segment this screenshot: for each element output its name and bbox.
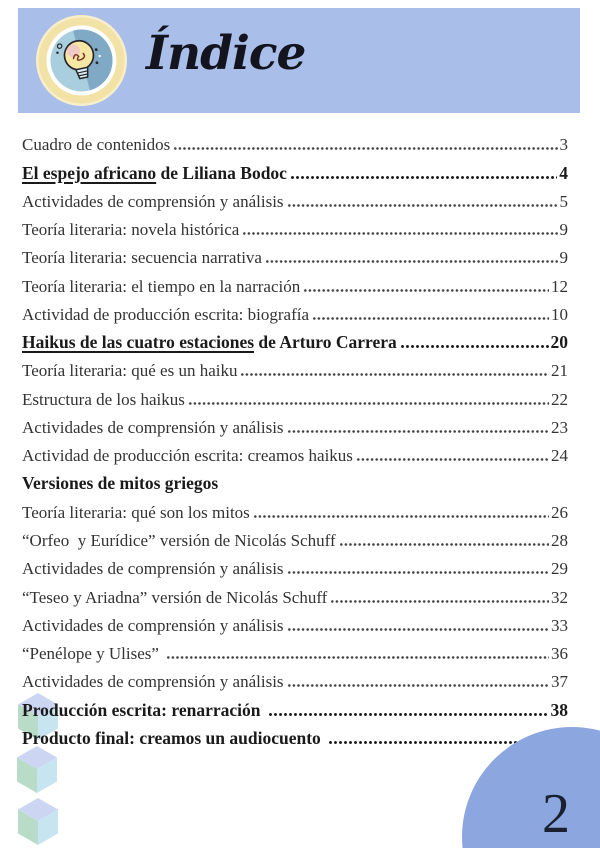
toc-dot-leader [287, 430, 549, 433]
toc-dot-leader [339, 543, 549, 546]
toc-entry-label: Teoría literaria: novela histórica [22, 220, 240, 240]
cube-icon [18, 798, 58, 845]
toc-page-number: 26 [551, 502, 568, 522]
toc-entry [22, 156, 568, 184]
toc-entry-label: Actividades de comprensión y análisis [22, 559, 284, 579]
toc-dot-leader [240, 373, 549, 376]
toc-entry [22, 326, 568, 354]
toc-dot-leader [287, 204, 558, 207]
toc-dot-leader [242, 232, 557, 235]
toc-page-number: 22 [551, 389, 568, 409]
toc-entry-title: El espejo africano [22, 162, 157, 183]
toc-page-number: 4 [559, 162, 568, 183]
toc-dot-leader [268, 713, 549, 716]
toc-dot-leader [303, 289, 549, 292]
toc-dot-leader [290, 176, 557, 179]
toc-entry [22, 269, 568, 297]
toc-entry [22, 524, 568, 552]
toc-page-number: 12 [551, 276, 568, 296]
toc-entry [22, 580, 568, 608]
toc-page-number: 28 [551, 530, 568, 550]
page-title: Índice [146, 26, 306, 81]
toc-page-number: 29 [551, 559, 568, 579]
toc-page-number: 36 [551, 644, 568, 664]
toc-entry-label: Actividades de comprensión y análisis [22, 417, 284, 437]
toc-dot-leader [287, 571, 549, 574]
toc-dot-leader [253, 515, 549, 518]
toc-page-number: 37 [551, 672, 568, 692]
toc-entry-label: Teoría literaria: qué son los mitos [22, 502, 250, 522]
toc-page-number: 23 [551, 417, 568, 437]
toc-entry-label: Teoría literaria: el tiempo en la narración [22, 276, 301, 296]
toc-entry-label: “Teseo y Ariadna” versión de Nicolás Schuff [22, 587, 328, 607]
toc-entry-label: Actividades de comprensión y análisis [22, 191, 284, 211]
toc-dot-leader [356, 458, 549, 461]
toc-entry [22, 241, 568, 269]
toc-entry [22, 354, 568, 382]
toc-entry [22, 298, 568, 326]
toc-page-number: 9 [559, 248, 568, 268]
toc-page-number: 24 [551, 446, 568, 466]
toc-page-number: 20 [550, 332, 568, 353]
toc-entry [22, 185, 568, 213]
toc-page-number: 3 [559, 135, 568, 155]
toc-dot-leader [287, 684, 549, 687]
toc-entry-label: “Penélope y Ulises” [22, 644, 164, 664]
toc-page-number: 38 [550, 699, 568, 720]
toc-dot-leader [312, 317, 549, 320]
toc-entry [22, 439, 568, 467]
toc-dot-leader [188, 402, 549, 405]
toc-entry-label: Estructura de los haikus [22, 389, 185, 409]
toc-page-number: 5 [559, 191, 568, 211]
toc-page-number: 9 [559, 220, 568, 240]
toc-entry [22, 411, 568, 439]
toc-entry-label: Producto final: creamos un audiocuento [22, 727, 326, 748]
toc-entry-label: Actividades de comprensión y análisis [22, 615, 284, 635]
toc-page-number: 21 [551, 361, 568, 381]
toc-entry-label: Versiones de mitos griegos [22, 473, 219, 494]
toc-entry-label: Actividades de comprensión y análisis [22, 672, 284, 692]
cube-icon [17, 746, 57, 793]
toc-list [22, 128, 568, 750]
toc-entry-label: Actividad de producción escrita: creamos haikus [22, 446, 353, 466]
toc-entry [22, 128, 568, 156]
toc-page-number: 10 [551, 304, 568, 324]
toc-entry-title: Haikus de las cuatro estaciones [22, 332, 255, 353]
toc-dot-leader [265, 260, 558, 263]
toc-entry-label: Teoría literaria: qué es un haiku [22, 361, 238, 381]
toc-entry [22, 382, 568, 410]
toc-entry-label: Actividad de producción escrita: biografía [22, 304, 309, 324]
toc-page-number: 32 [551, 587, 568, 607]
header-banner [18, 8, 580, 113]
toc-entry [22, 637, 568, 665]
toc-entry-label: Producción escrita: renarración [22, 699, 265, 720]
toc-entry [22, 665, 568, 693]
toc-entry [22, 609, 568, 637]
toc-entry [22, 722, 568, 750]
toc-entry [22, 467, 568, 495]
toc-dot-leader [287, 628, 549, 631]
toc-dot-leader [166, 656, 549, 659]
toc-entry-label: El espejo africano de Liliana Bodoc [22, 162, 287, 183]
toc-entry-label: Haikus de las cuatro estaciones de Arturo Carrera [22, 332, 397, 353]
toc-entry [22, 213, 568, 241]
toc-entry [22, 693, 568, 721]
toc-entry [22, 495, 568, 523]
toc-dot-leader [400, 345, 549, 348]
lightbulb-icon [36, 15, 127, 106]
page-number: 2 [542, 783, 570, 845]
toc-entry [22, 552, 568, 580]
toc-entry-label: “Orfeo y Eurídice” versión de Nicolás Schuff [22, 530, 336, 550]
toc-entry-label: Cuadro de contenidos [22, 135, 171, 155]
toc-page-number: 33 [551, 615, 568, 635]
toc-dot-leader [173, 147, 557, 150]
toc-entry-label: Teoría literaria: secuencia narrativa [22, 248, 262, 268]
toc-dot-leader [330, 600, 549, 603]
